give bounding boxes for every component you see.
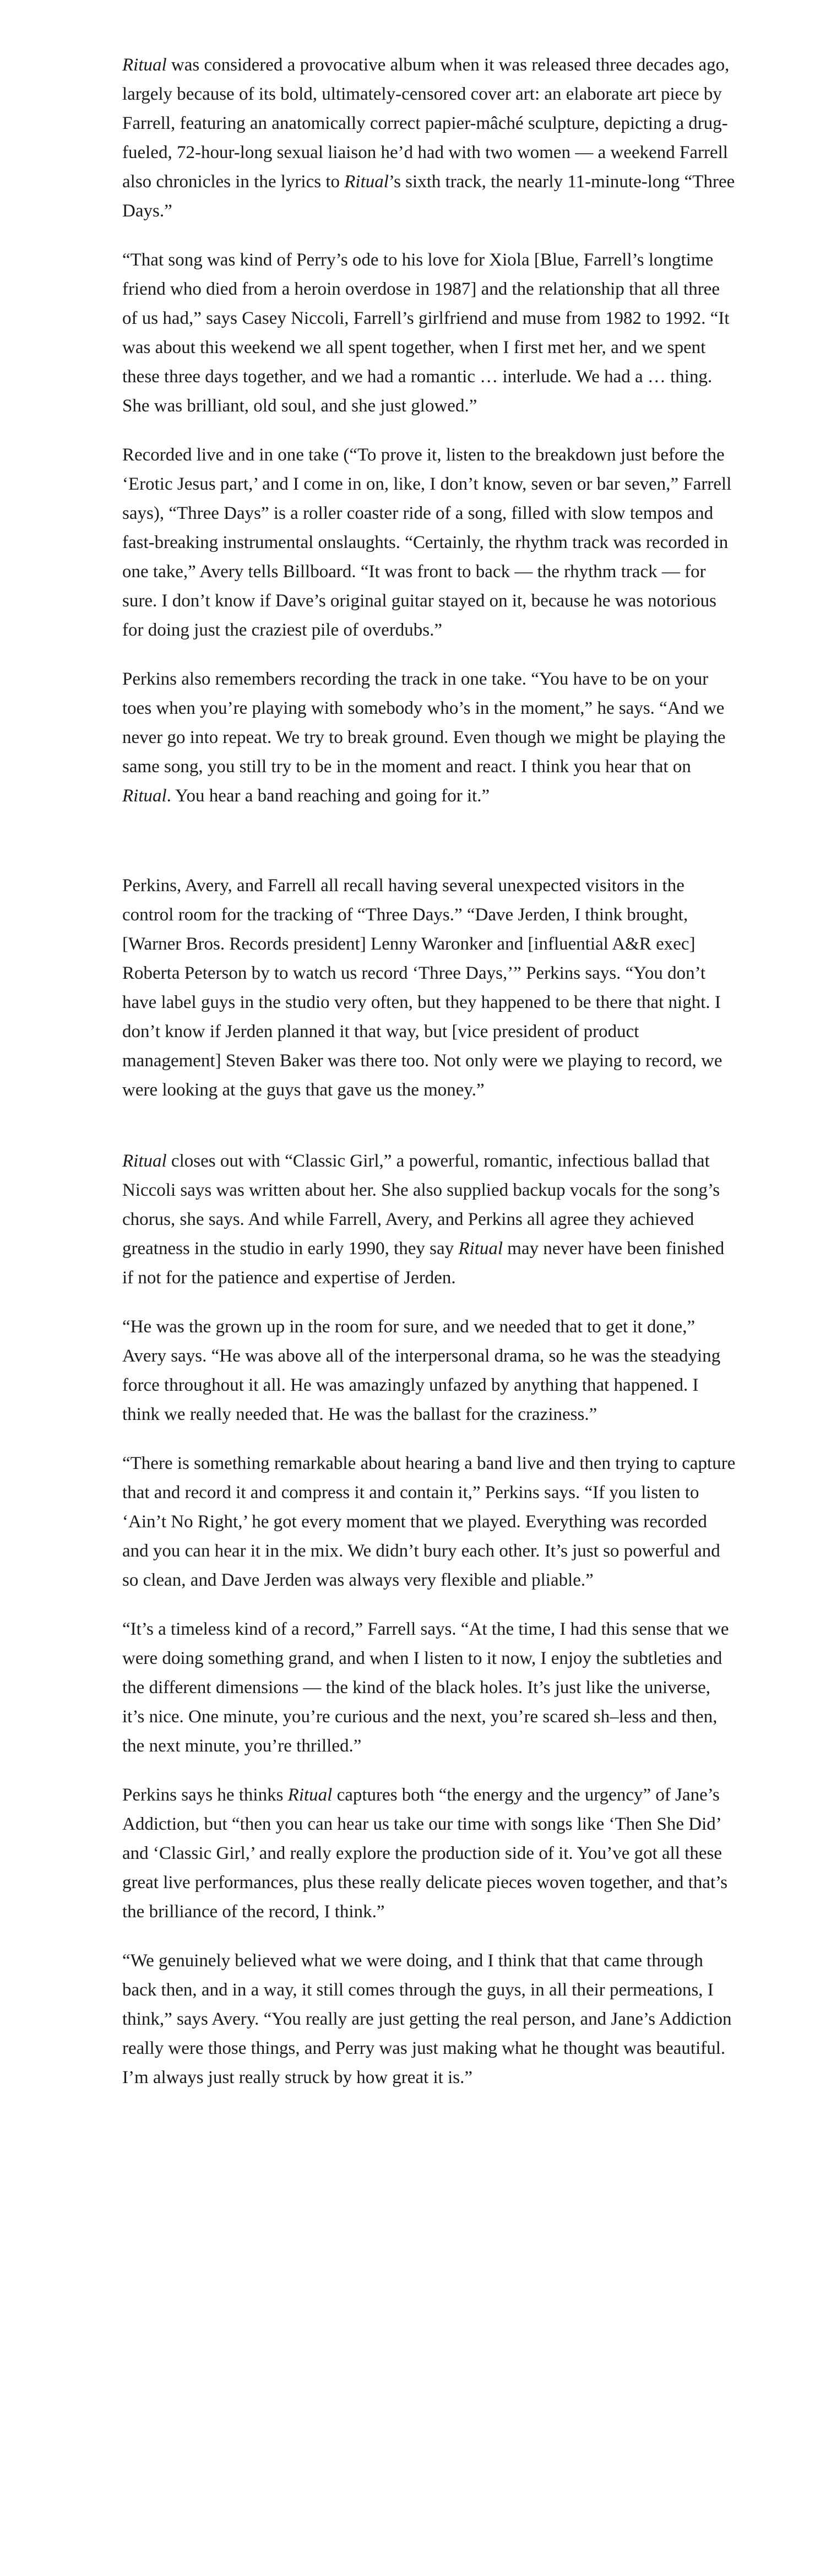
text-segment: “It’s a timeless kind of a record,” Farrell says. “At the time, I had this sense that we were doing something grand, and when I listen to it now, I enjoy the subtleties and the different dimensions — the kind of the black holes. It’s just like the universe, it’s nice. One minute, you’re curious and the next, you’re scared sh–less and then, the next minute, you’re thrilled.” — [122, 1619, 729, 1756]
text-segment: “There is something remarkable about hearing a band live and then trying to capture that and record it and compress it and contain it,” Perkins says. “If you listen to ‘Ain’t No Right,’ he got every moment that we played. Everything was recorded and you can hear it in the mix. We didn’t bury each other. It’s just so powerful and so clean, and Dave Jerden was always very flexible and pliable.” — [122, 1454, 736, 1590]
text-segment: Recorded live and in one take (“To prove it, listen to the breakdown just before the ‘Erotic Jesus part,’ and I come in on, like, I don’t know, seven or bar seven,” Farrell says), “Three Days” is a roller coaster ride of a song, filled with slow tempos and fast-breaking instrumental onslaughts. “Certainly, the rhythm track was recorded in one take,” Avery tells Billboard. “It was front to back — the rhythm track — for sure. I don’t know if Dave’s original guitar stayed on it, because he was notorious for doing just the craziest pile of overdubs.” — [122, 445, 732, 640]
text-segment: Perkins says he thinks — [122, 1785, 288, 1805]
text-segment: closes out with “Classic Girl,” a powerful, romantic, infectious ballad that Niccoli says was written about her. She also supplied backup vocals for the song’s chorus, she says. And while Farrell, Avery, and Perkins all agree they achieved greatness in the studio in early 1990, they say — [122, 1151, 720, 1259]
paragraph-6 — [122, 1147, 737, 1293]
paragraph-3 — [122, 441, 737, 645]
paragraph-1 — [122, 51, 737, 226]
text-segment: “We genuinely believed what we were doing, and I think that that came through back then, and in a way, it still comes through the guys, in all their permeations, I think,” says Avery. “You really are just getting the real person, and Jane’s Addiction really were those things, and Perry was just making what he thought was beautiful. I’m always just really struck by how great it is.” — [122, 1951, 732, 2087]
paragraph-11 — [122, 1946, 737, 2092]
text-segment: . You hear a band reaching and going for it.” — [166, 786, 490, 806]
paragraph-4 — [122, 665, 737, 811]
album-title: Ritual — [458, 1239, 503, 1259]
album-title: Ritual — [122, 786, 167, 806]
text-segment: “He was the grown up in the room for sure, and we needed that to get it done,” Avery says. “He was above all of the interpersonal drama, so he was the steadying force throughout it all. He was amazingly unfazed by anything that happened. I think we really needed that. He was the ballast for the craziness.” — [122, 1317, 721, 1424]
text-segment: ’s sixth track, the nearly 11-minute-long “Three Days.” — [122, 172, 735, 221]
album-title: Ritual — [287, 1785, 333, 1805]
text-segment: Perkins, Avery, and Farrell all recall having several unexpected visitors in the control room for the tracking of “Three Days.” “Dave Jerden, I think brought, [Warner Bros. Records president] Lenny Waronker and [influential A&R exec] Roberta Peterson by to watch us record ‘Three Days,’” Perkins says. “You don’t have label guys in the studio very often, but they happened to be there that night. I don’t know if Jerden planned it that way, but [vice president of product management] Steven Baker was there too. Not only were we playing to record, we were looking at the guys that gave us the money.” — [122, 876, 722, 1100]
paragraph-2 — [122, 246, 737, 421]
text-segment: may never have been finished if not for the patience and expertise of Jerden. — [122, 1239, 725, 1288]
album-title: Ritual — [122, 55, 167, 75]
paragraph-7 — [122, 1313, 737, 1429]
paragraph-10 — [122, 1781, 737, 1927]
paragraph-9 — [122, 1615, 737, 1761]
text-segment: captures both “the energy and the urgency” of Jane’s Addiction, but “then you can hear us take our time with songs like ‘Then She Did’ and ‘Classic Girl,’ and really explore the production side of it. You’ve got all these great live performances, plus these really delicate pieces woven together, and that’s the brilliance of the record, I think.” — [122, 1785, 728, 1922]
album-title: Ritual — [344, 172, 389, 192]
text-segment: was considered a provocative album when it was released three decades ago, largely because of its bold, ultimately-censored cover art: an elaborate art piece by Farrell, featuring an anatomically correct papier-mâché sculpture, depicting a drug-fueled, 72-hour-long sexual liaison he’d had with two women — a weekend Farrell also chronicles in the lyrics to — [122, 55, 730, 192]
text-segment: “That song was kind of Perry’s ode to his love for Xiola [Blue, Farrell’s longtime friend who died from a heroin overdose in 1987] and the relationship that all three of us had,” says Casey Niccoli, Farrell’s girlfriend and muse from 1982 to 1992. “It was about this weekend we all spent together, when I first met her, and we spent these three days together, and we had a romantic … interlude. We had a … thing. She was brilliant, old soul, and she just glowed.” — [122, 250, 730, 416]
text-segment: Perkins also remembers recording the track in one take. “You have to be on your toes when you’re playing with somebody who’s in the moment,” he says. “And we never go into repeat. We try to break ground. Even though we might be playing the same song, you still try to be in the moment and react. I think you hear that on — [122, 669, 726, 777]
paragraph-5 — [122, 871, 737, 1105]
article-body — [122, 51, 737, 2112]
album-title: Ritual — [122, 1151, 167, 1171]
paragraph-8 — [122, 1449, 737, 1595]
